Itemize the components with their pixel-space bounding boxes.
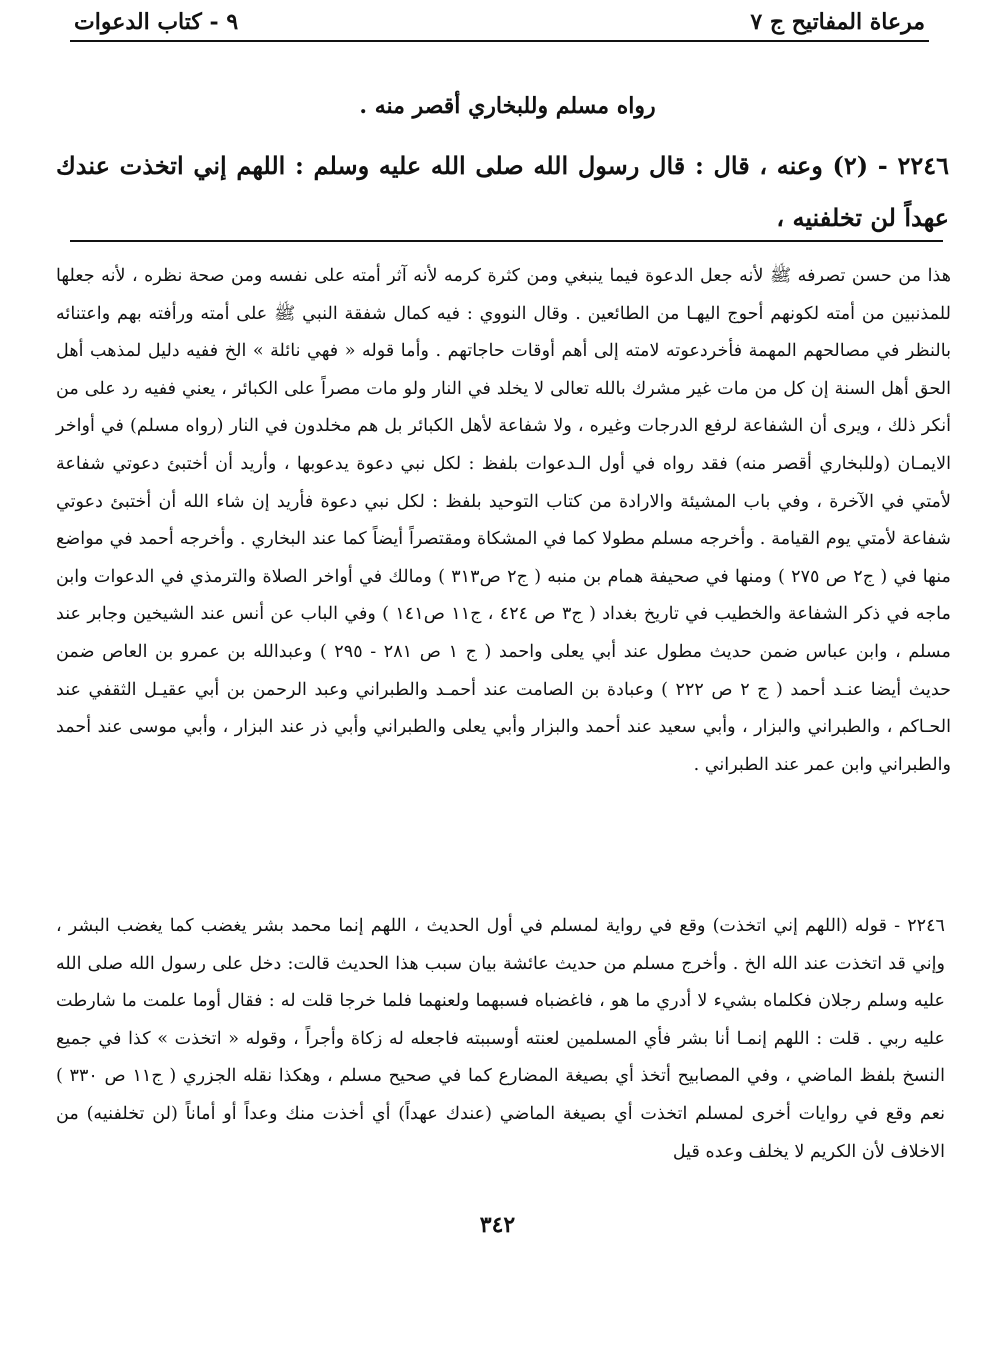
running-header bbox=[74, 4, 925, 40]
commentary-paragraph: هذا من حسن تصرفه ﷺ لأنه جعل الدعوة فيما ينبغي ومن كثرة كرمه لأنه آثر أمته على نفسه ومن صحة نظره ، لأنه جعلها للمذنبين من أمته لكونهم أحوج اليهـا من الطائعين . وقال النووي : فيه كمال شفقة النبي ﷺ على أمته ورأفته بهم واعتنائه بالنظر في مصالحهم المهمة فأخردعوته لامته إلى أهم أوقات حاجاتهم . وأما قوله « فهي نائلة » الخ ففيه دليل لمذهب أهل الحق أهل السنة إن كل من مات غير مشرك بالله تعالى لا يخلد في النار ولو مات مصراً على الكبائر ، يعني ففيه رد على من أنكر ذلك ، ويرى أن الشفاعة لرفع الدرجات وغيره ، ولا شفاعة لأهل الكبائر بل هم مخلدون في النار (رواه مسلم) في أواخر الايمـان (وللبخاري أقصر منه) فقد رواه في أول الـدعوات بلفظ : لكل نبي دعوة يدعوبها ، وأريد أن أختبئ دعوتي شفاعة لأمتي في الآخرة ، وفي باب المشيئة والارادة من كتاب التوحيد بلفظ : لكل نبي دعوة فأريد إن شاء الله أن أختبئ دعوتي شفاعة لأمتي يوم القيامة . وأخرجه مسلم مطولا كما في المشكاة ومقتصراً أيضاً كما عند البخاري . وأخرجه أحمد في مواضع منها في ( ج٢ ص ٢٧٥ ) ومنها في صحيفة همام بن منبه ( ج٢ ص٣١٣ ) ومالك في أواخر الصلاة والترمذي في الدعوات وابن ماجه في ذكر الشفاعة والخطيب في تاريخ بغداد ( ج٣ ص ٤٢٤ ، ج١١ ص١٤١ ) وفي الباب عن أنس عند الشيخين وجابر عند مسلم ، وابن عباس ضمن حديث مطول عند أبي يعلى واحمد ( ج ١ ص ٢٨١ - ٢٩٥ ) وعبدالله بن عمرو بن العاص ضمن حديث أيضا عنـد أحمد ( ج ٢ ص ٢٢٢ ) وعبادة بن الصامت عند أحمـد والطبراني وعبد الرحمن بن أبي عقيـل الثقفي عند الحـاكم ، والطبراني والبزار ، وأبي سعيد عند أحمد والبزار وأبي يعلى والطبراني وأبي ذر عند البزار ، وأبي موسى عند أحمد والطبراني وابن عمر عند الطبراني . bbox=[56, 266, 951, 775]
narration-note: رواه مسلم وللبخاري أقصر منه . bbox=[359, 93, 656, 119]
book-title: مرعاة المفاتيح ج ٧ bbox=[750, 9, 925, 35]
commentary-paragraph: ٢٢٤٦ - قوله (اللهم إني اتخذت) وقع في رواية لمسلم في أول الحديث ، اللهم إنما محمد بشر يغضب كما يغضب البشر ، وإني قد اتخذت عند الله الخ . وأخرج مسلم من حديث عائشة بيان سبب هذا الحديث قالت: دخل على رسول الله صلى الله عليه وسلم رجلان فكلماه بشيء لا أدري ما هو ، فاغضباه فسبهما ولعنهما فلما خرجا قلت له : فقال أوما علمت ما شارطت عليه ربي . قلت : اللهم إنمـا أنا بشر فأي المسلمين لعنته أوسببته فاجعله له زكاة وأجراً ، وقوله « اتخذت » كذا في جميع النسخ بلفظ الماضي ، وفي المصابيح أتخذ أي بصيغة المضارع كما في صحيح مسلم ، وهكذا نقله الجزري ( ج١١ ص ٣٣٠ ) نعم وقع في روايات أخرى لمسلم اتخذت أي بصيغة الماضي (عندك عهداً) أي أخذت منك وعداً أو أماناً (لن تخلفنيه) من الاخلاف لأن الكريم لا يخلف وعده قيل bbox=[56, 916, 945, 1162]
hadith-text: ٢٢٤٦ - (٢) وعنه ، قال : قال رسول الله صلى الله عليه وسلم : اللهم إني اتخذت عندك عهداً لن تخلفنيه ، bbox=[56, 151, 950, 232]
chapter-title: ٩ - كتاب الدعوات bbox=[74, 9, 239, 35]
text-commentary-separator bbox=[70, 240, 943, 242]
page-number: ٣٤٢ bbox=[479, 1212, 516, 1238]
header-rule bbox=[70, 40, 929, 42]
